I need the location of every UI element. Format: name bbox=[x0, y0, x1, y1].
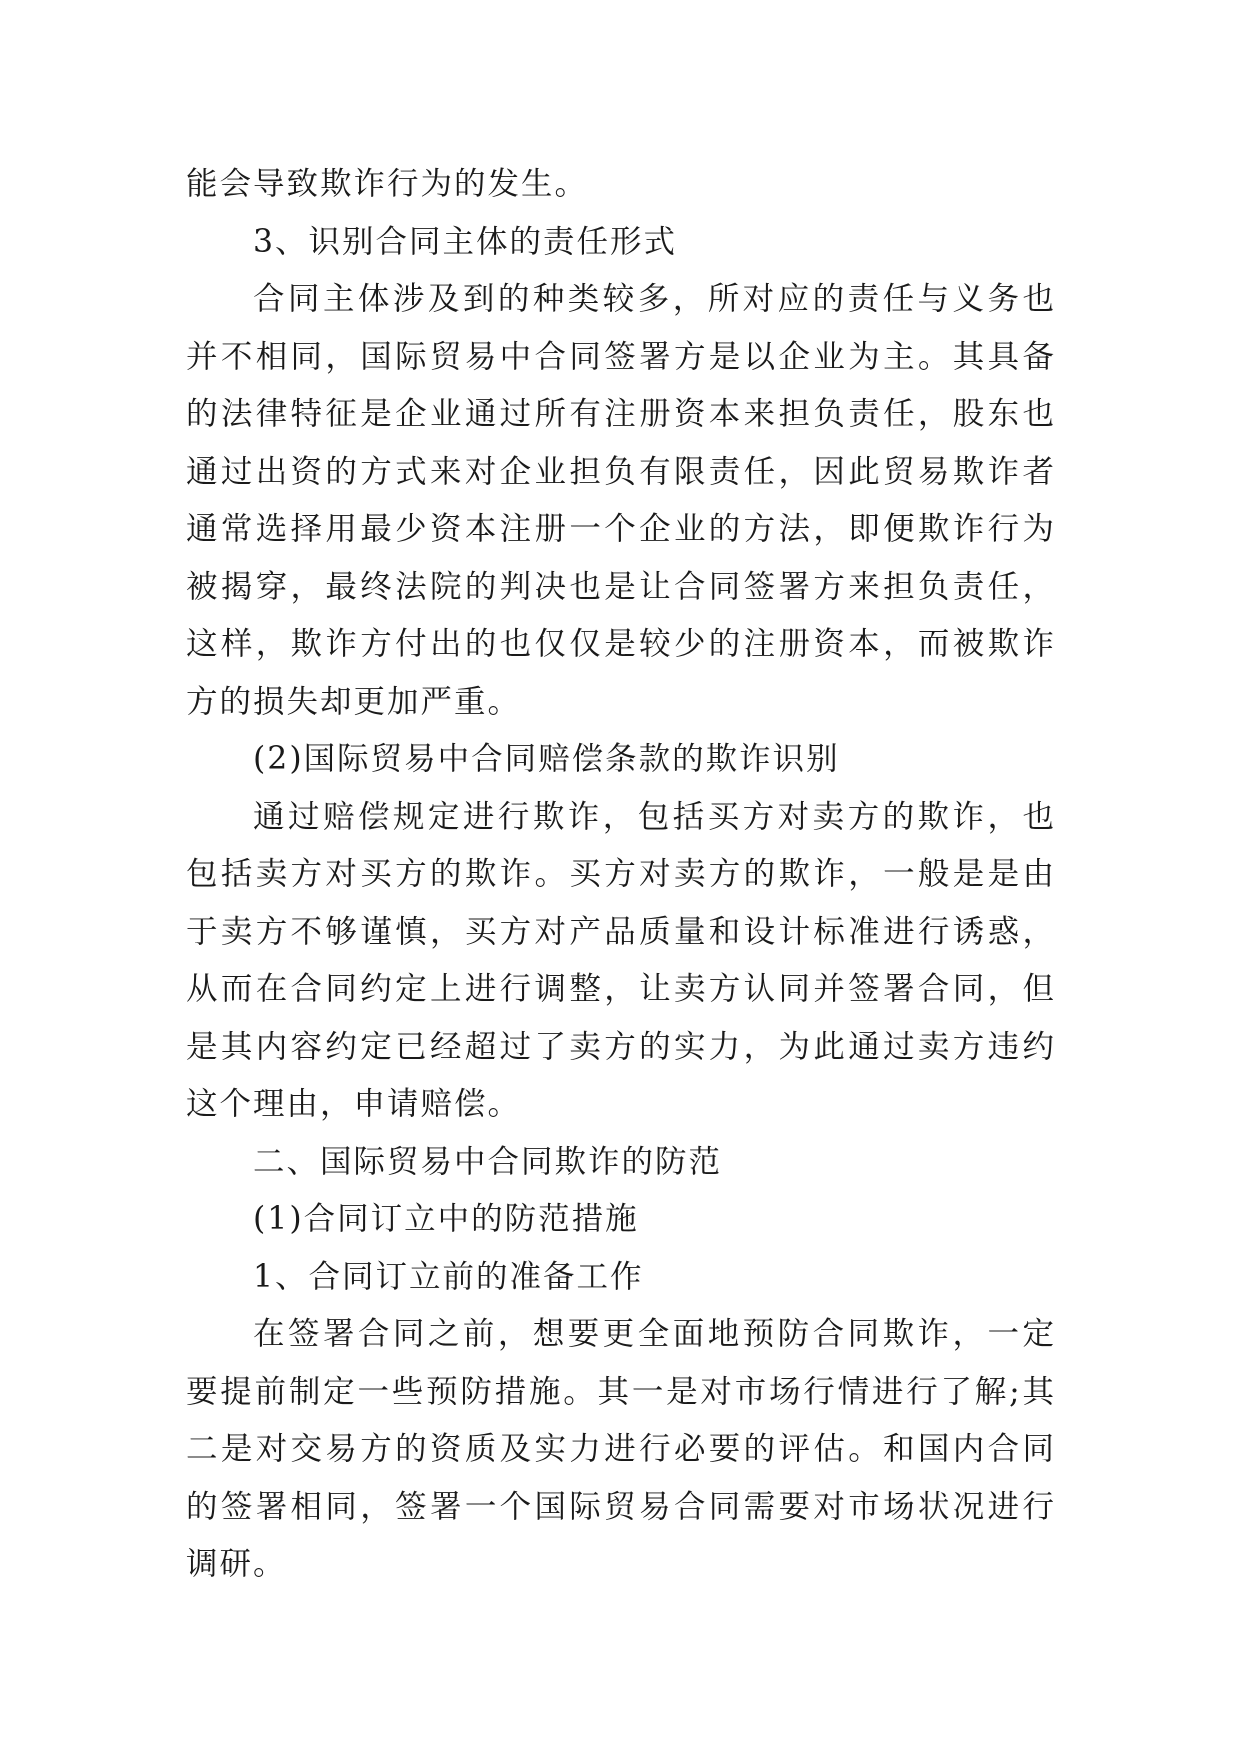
document-body bbox=[186, 156, 1056, 1594]
section-heading-responsibility-form: 3、识别合同主体的责任形式 bbox=[253, 223, 678, 260]
section-heading-preparation: 1、合同订立前的准备工作 bbox=[253, 1258, 644, 1295]
paragraph-preparation: 在签署合同之前，想要更全面地预防合同欺诈，一定要提前制定一些预防措施。其一是对市场行情进行了解;其二是对交易方的资质及实力进行必要的评估。和国内合同的签署相同，签署一个国际贸易合同需要对市场状况进行调研。 bbox=[186, 1316, 1056, 1582]
paragraph-compensation: 通过赔偿规定进行欺诈，包括买方对卖方的欺诈，也包括卖方对买方的欺诈。买方对卖方的欺诈，一般是是由于卖方不够谨慎，买方对产品质量和设计标准进行诱惑，从而在合同约定上进行调整，让卖方认同并签署合同，但是其内容约定已经超过了卖方的实力，为此通过卖方违约这个理由，申请赔偿。 bbox=[186, 798, 1056, 1122]
paragraph-contract-subject: 合同主体涉及到的种类较多，所对应的责任与义务也并不相同，国际贸易中合同签署方是以企业为主。其具备的法律特征是企业通过所有注册资本来担负责任，股东也通过出资的方式来对企业担负有限责任，因此贸易欺诈者通常选择用最少资本注册一个企业的方法，即便欺诈行为被揭穿，最终法院的判决也是让合同签署方来担负责任，这样，欺诈方付出的也仅仅是较少的注册资本，而被欺诈方的损失却更加严重。 bbox=[186, 281, 1056, 720]
chapter-heading-prevention: 二、国际贸易中合同欺诈的防范 bbox=[253, 1143, 723, 1180]
section-heading-prevention-measures: (1)合同订立中的防范措施 bbox=[253, 1201, 639, 1237]
paragraph-continuation: 能会导致欺诈行为的发生。 bbox=[186, 166, 589, 202]
section-heading-compensation-fraud: (2)国际贸易中合同赔偿条款的欺诈识别 bbox=[253, 741, 840, 777]
